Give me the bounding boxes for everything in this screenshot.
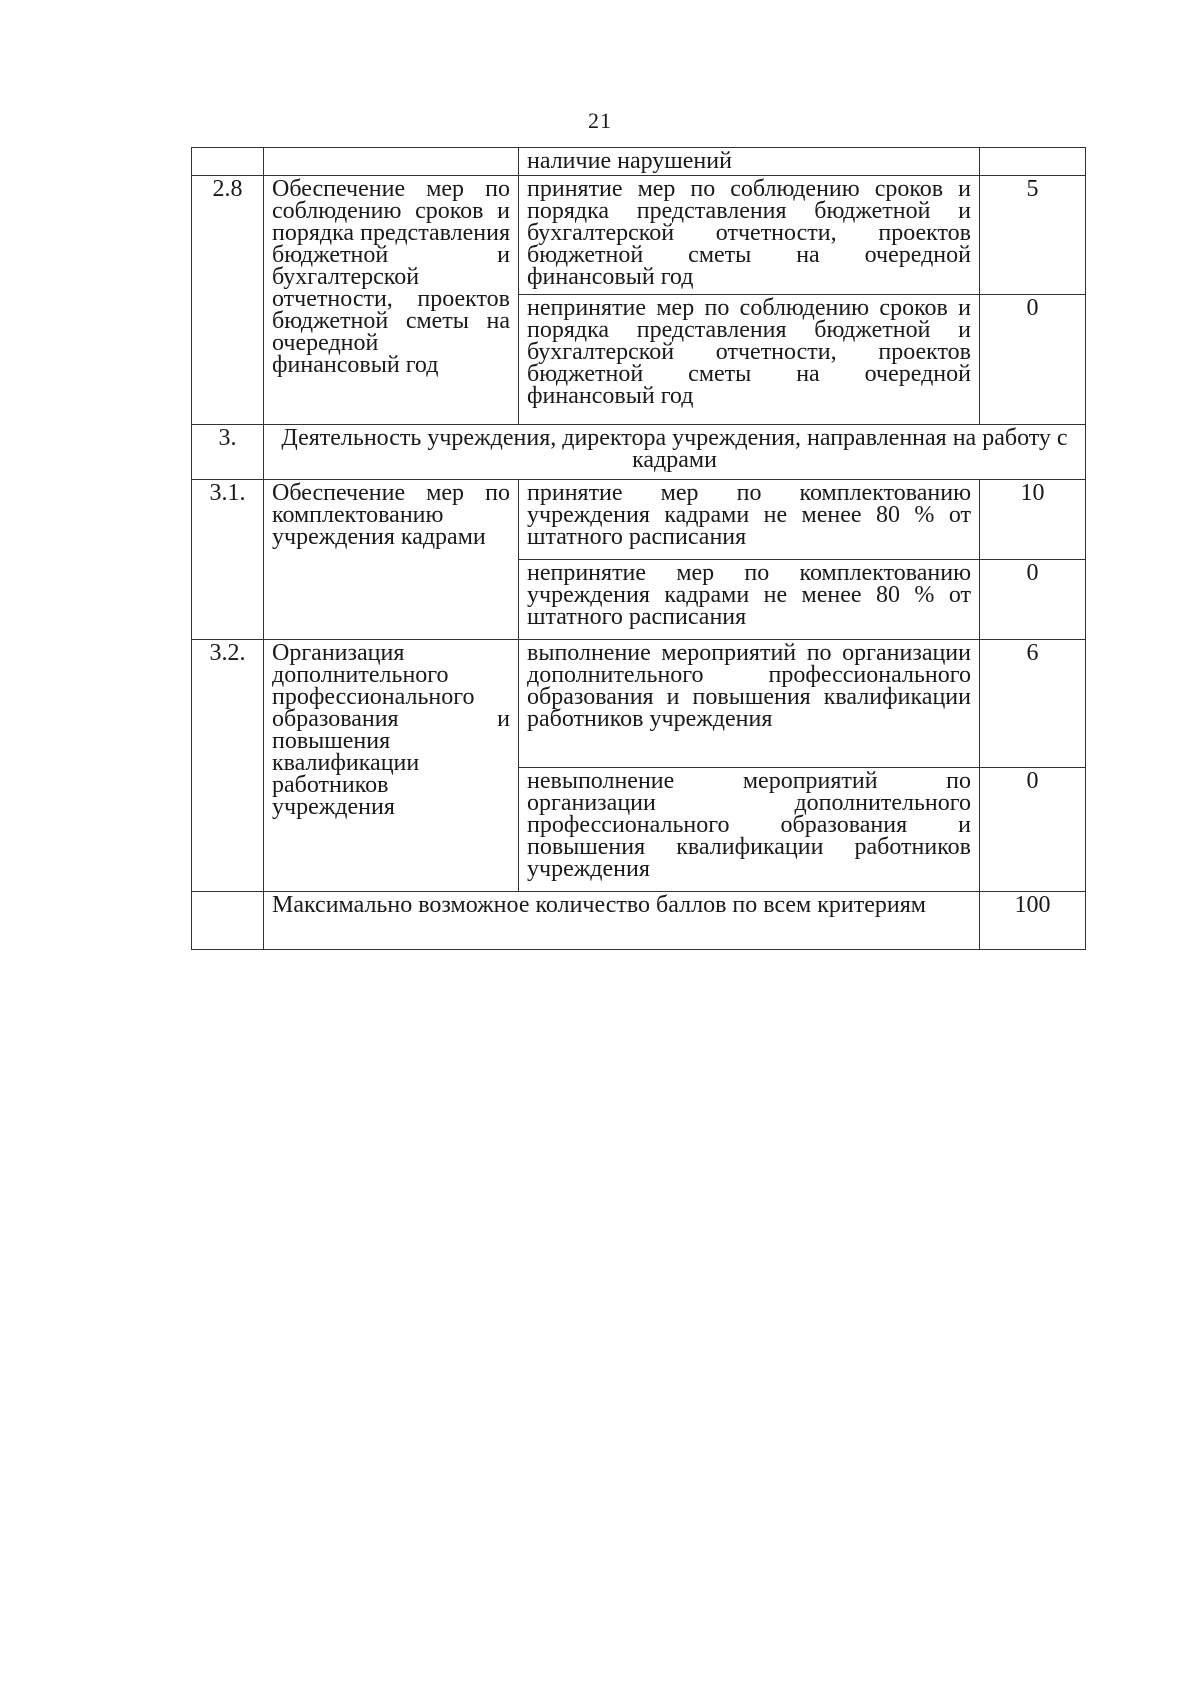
row-number-cell: 3.2.	[192, 640, 264, 892]
table-row	[192, 640, 1086, 768]
total-label-cell: Максимально возможное количество баллов по всем критериям	[264, 892, 980, 950]
table-row	[192, 148, 1086, 176]
page-number: 21	[588, 108, 612, 133]
condition-cell: непринятие мер по комплектованию учреждения кадрами не менее 80 % от штатного расписания	[519, 560, 980, 640]
condition-cell: принятие мер по комплектованию учреждения кадрами не менее 80 % от штатного расписания	[519, 480, 980, 560]
criterion-name-cell	[264, 148, 519, 176]
score-cell: 0	[980, 295, 1086, 425]
total-score-cell: 100	[980, 892, 1086, 950]
criterion-name-cell: Организация дополнительного профессионального образования и повышения квалификации работников учреждения	[264, 640, 519, 892]
score-cell: 6	[980, 640, 1086, 768]
score-cell: 5	[980, 176, 1086, 295]
score-cell: 10	[980, 480, 1086, 560]
table-row	[192, 892, 1086, 950]
condition-cell: выполнение мероприятий по организации дополнительного профессионального образования и повышения квалификации работников учреждения	[519, 640, 980, 768]
condition-cell: принятие мер по соблюдению сроков и порядка представления бюджетной и бухгалтерской отчетности, проектов бюджетной сметы на очередной финансовый год	[519, 176, 980, 295]
score-cell: 0	[980, 768, 1086, 892]
row-number-cell: 3.1.	[192, 480, 264, 640]
score-cell	[980, 148, 1086, 176]
criterion-name-cell: Обеспечение мер по комплектованию учреждения кадрами	[264, 480, 519, 640]
criteria-table	[191, 147, 1086, 950]
row-number-cell	[192, 148, 264, 176]
condition-cell: наличие нарушений	[519, 148, 980, 176]
table-row	[192, 176, 1086, 295]
condition-cell: невыполнение мероприятий по организации дополнительного профессионального образования и повышения квалификации работников учреждения	[519, 768, 980, 892]
section-number-cell: 3.	[192, 425, 264, 480]
row-number-cell: 2.8	[192, 176, 264, 425]
condition-cell: непринятие мер по соблюдению сроков и порядка представления бюджетной и бухгалтерской отчетности, проектов бюджетной сметы на очередной финансовый год	[519, 295, 980, 425]
table-row	[192, 425, 1086, 480]
row-number-cell	[192, 892, 264, 950]
criterion-name-cell: Обеспечение мер по соблюдению сроков и порядка представления бюджетной и бухгалтерской отчетности, проектов бюджетной сметы на очередной финансовый год	[264, 176, 519, 425]
table-row	[192, 480, 1086, 560]
section-title-cell: Деятельность учреждения, директора учреждения, направленная на работу с кадрами	[264, 425, 1086, 480]
score-cell: 0	[980, 560, 1086, 640]
